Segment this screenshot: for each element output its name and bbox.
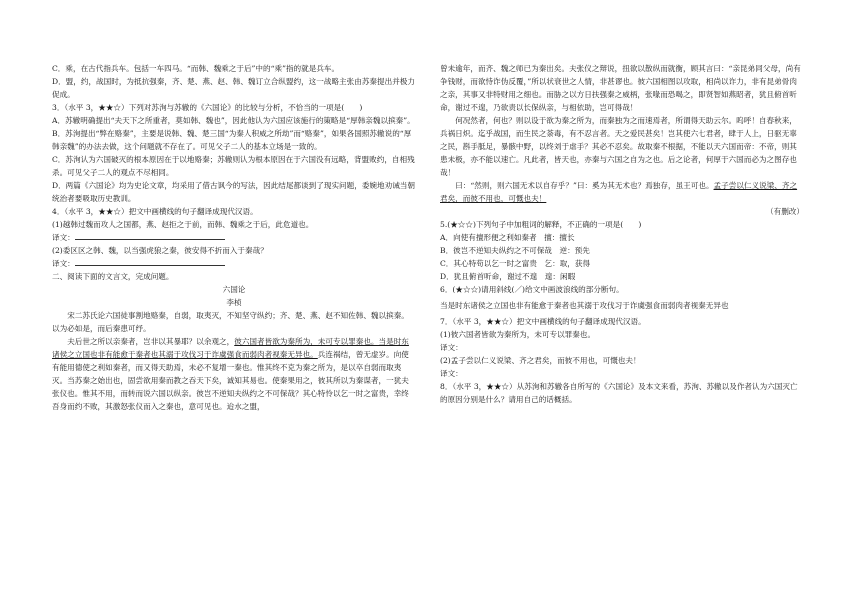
bold-word: 逆	[219, 389, 227, 398]
passage-author: 李桢	[226, 298, 242, 307]
right-column	[440, 62, 804, 406]
passage-text: 夫后世之所以亲秦者，岂非以其暴耶？以余观之，	[67, 337, 235, 346]
passage-paragraph-3: 何况然者，何也？则以设于欲为秦之所为，而秦独为之而速焉者，所谓得天助云尔。呜呼！自春秋来，兵祸日炽。迄乎战国，而生民之荼毒，有不忍言者。天之爱民甚矣！岂其使六七君者，肆于人上，日驱无辜之民，斟手胝足，暴骸中野，以终刘于虐手？其必不忍矣。故取秦不根据，不能以天六国而帝：不帝，则其患未极，亦不能以速亡。凡此者，皆天也，亦秦与六国之自为之也。后之论者，何厚于六国而必为之图存也哉！	[440, 116, 797, 177]
passage-title: 六国论	[222, 285, 246, 294]
option-c-q5: C．其心特苟以乞一时之富贵 乞：取，获得	[440, 259, 591, 268]
question-7-1: (1)彼六国者皆欲为秦所为，未可专以罪秦也。	[440, 330, 596, 339]
question-4: 4．（水平 3，★★☆）把文中画横线的句子翻译成现代汉语。	[52, 207, 258, 216]
question-7-2: (2)孟子尝以仁义说梁、齐之君矣，而彼不用也，可慨也夫！	[440, 356, 641, 365]
answer-blank[interactable]	[75, 231, 225, 240]
translate-label: 译文：	[440, 369, 463, 378]
section-heading: 二、阅读下面的文言文，完成问题。	[52, 272, 174, 281]
passage-text: 一时之富贵，幸终吾身而约不败，其激怒张仪而入之秦也，意可见也。迨水之盟，	[52, 389, 409, 411]
option-d-q2: D．盟，约，战国时，为抵抗强秦，齐、楚、燕、赵、韩、魏订立合纵盟约，这一战略主张由苏秦提出并极力促成。	[52, 77, 415, 99]
option-b-q5: B．彼岂不逆知夫纵约之不可保哉 逆：预先	[440, 246, 590, 255]
answer-blank[interactable]	[75, 257, 225, 266]
question-4-2: (2)委区区之韩、魏，以当强虎狼之秦，彼安得不折而入于秦哉？	[52, 246, 268, 255]
translate-label: 译文：	[440, 343, 463, 352]
option-d-q3: D．两篇《六国论》均为史论文章，均采用了借古讽今的写法，因此结尾都谈到了现实问题，委婉地劝诫当朝统治者要吸取历史教训。	[52, 181, 415, 203]
translate-label: 译文：	[52, 259, 75, 268]
passage-paragraph-4	[440, 179, 804, 205]
question-6: 6．(★☆☆)请用斜线(／)给文中画波浪线的部分断句。	[440, 285, 624, 294]
underlined-sentence: 孟子尝以仁义说梁、齐之君矣，而彼不用也，可慨也夫！	[440, 181, 798, 203]
passage-text: 曰：“然则，则六国无术以自存乎？”曰：奚为其无术也？焉独存，虽王可也。	[455, 181, 714, 190]
passage-text: 兵连祸结，曾无虚岁。向使有能用德使之利如秦者，而又得天助焉，未必不复增一秦也。惟其终不克为秦之所为，是以卒自弱而取夷灭。当苏秦之始出也，固尝欲用秦而教之吞天下矣，诚知其易也。使秦果用之，彼其所以为秦谋者，一犹夫张仪也。惟其不用，而转而说六国以纵亲。彼岂不	[52, 350, 409, 398]
option-a-q5: A．向使有擅形便之利如秦者 擅：擅长	[440, 233, 575, 242]
underlined-sentence: 彼六国者皆欲为秦所为，未可专以罪秦也。当是时东诸侯之立国也非有能愈于秦者也其溺于攻伐习于诈虞强食而弱肉者视秦无异也。	[52, 337, 409, 359]
option-b-q3: B．苏洵提出“弊在赂秦”，主要是说韩、魏、楚三国“为秦人积威之所劫”而“赂秦”，如果各国照苏辙说的“厚韩亲魏”的办法去做，这个问题就不存在了。可见父子二人的基本立场是一致的。	[52, 129, 412, 151]
option-a-q3: A．苏辙明确提出“夫天下之所重者，莫如韩、魏也”，因此他认为六国应该施行的策略是“厚韩亲魏以摈秦”。	[52, 116, 415, 125]
passage-paragraph-1: 宋二苏氏论六国徒事割地赂秦，自弱，取夷灭，不知坚守纵约；齐、楚、燕、赵不知佐韩、魏以摈秦。以为必如是，而后秦患可纾。	[52, 311, 409, 333]
passage-paragraph-2-cont	[440, 62, 804, 114]
translate-label: 译文：	[52, 233, 75, 242]
option-c-q3: C．苏洵认为六国破灭的根本原因在于以地赂秦；苏辙则认为根本原因在于六国没有远略，背盟败约，自相残杀。可见父子二人的观点不尽相同。	[52, 155, 415, 177]
answer-line-4-1[interactable]	[52, 231, 416, 244]
answer-line-7-1[interactable]	[440, 341, 804, 354]
bold-word: 乞	[340, 389, 349, 398]
option-c-q2: C．乘，在古代指兵车。包括一车四马。“而韩、魏乘之于后”中的“乘”指的就是兵车。	[52, 64, 340, 73]
passage-text: 知夫纵约之不可保哉？其心特怜以	[226, 389, 341, 398]
bold-word: 遑	[477, 103, 486, 112]
passage-paragraph-2	[52, 335, 416, 413]
option-d-q5: D．犹且俯首听命，谢过不遑 遑：闲暇	[440, 272, 576, 281]
answer-line-4-2[interactable]	[52, 257, 416, 270]
question-5: 5.(★☆☆)下列句子中加粗词的解释，不正确的一项是( )	[440, 220, 642, 229]
passage-text: 曾未逾年，而齐、魏之师已为秦出矣。夫张仪之辩说，扭欲以散纵而就衡，顾其言曰：“亲昆弟同父母，尚有争钱财，而欲恃诈伪反覆，”所以状衰世之人情，非甚谬也。彼六国相图以攻取，相尚以诈力，非有昆弟骨肉之亲，其事又非特财用之细也。而胁之以方日扶强秦之威柄，张喙而恐喝之，即贤智如燕昭者，犹且俯首听命，谢过不	[440, 64, 801, 112]
question-3: 3．（水平 3，★★☆）下列对苏洵与苏辙的《六国论》的比较与分析，不恰当的一项是( )	[52, 103, 363, 112]
left-column	[52, 62, 416, 413]
source-note: （有删改）	[766, 207, 804, 216]
passage-text: ，乃欲责以长保纵亲，与相依助，岂可得哉！	[485, 103, 638, 112]
question-4-1: (1)越韩过魏而攻人之国都，燕、赵拒之于前，而韩、魏乘之于后，此危道也。	[52, 220, 314, 229]
answer-line-7-2[interactable]	[440, 367, 804, 380]
question-6-text: 当是时东诸侯之立国也非有能愈于秦者也其溺于攻伐习于诈虞强食而弱肉者视秦无异也	[440, 301, 729, 310]
question-7: 7．（水平 3，★★☆）把文中画横线的句子翻译成现代汉语。	[440, 317, 646, 326]
question-8: 8．（水平 3，★★☆）从苏洵和苏辙各自所写的《六国论》及本文来看，苏洵、苏辙以及作者认为六国灭亡的原因分别是什么？请用自己的话概括。	[440, 382, 798, 404]
